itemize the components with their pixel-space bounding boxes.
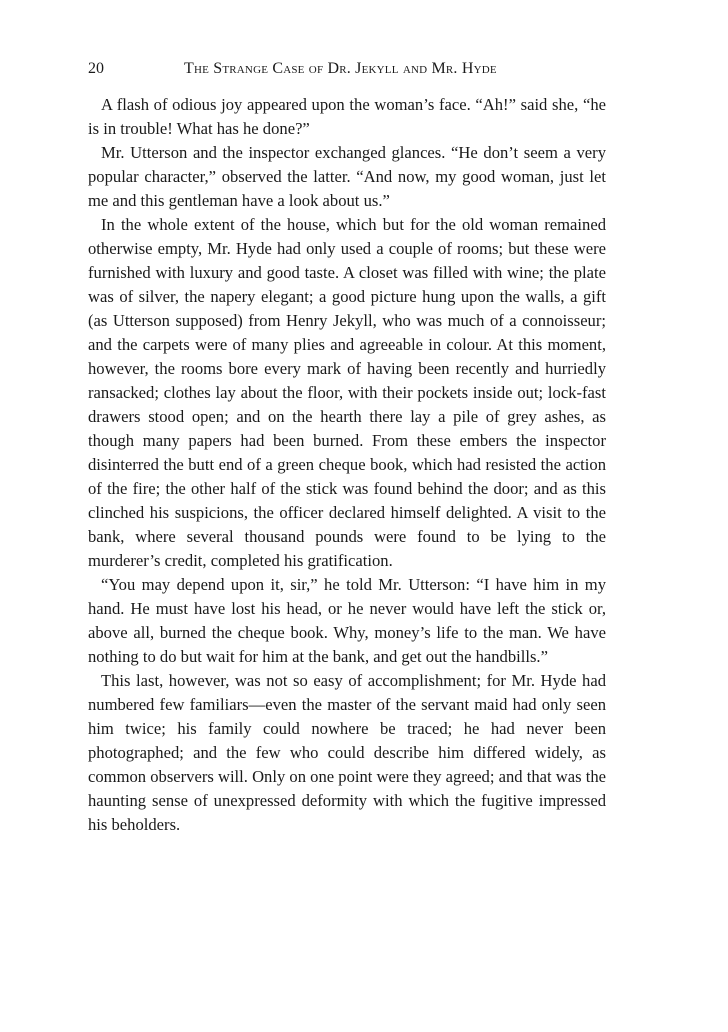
paragraph: This last, however, was not so easy of accomplishment; for Mr. Hyde had numbered few familiars—even the master of the servant maid had only seen him twice; his family could nowhere be traced; he had never been photographed; and the few who could describe him differed widely, as common observers will. Only on one point were they agreed; and that was the haunting sense of unexpressed deformity with which the fugitive impressed his beholders.: [88, 671, 606, 834]
page-number: 20: [88, 60, 104, 77]
body-text: [88, 93, 606, 837]
running-title: The Strange Case of Dr. Jekyll and Mr. Hyde: [184, 60, 497, 77]
running-head: [88, 56, 606, 82]
paragraph: In the whole extent of the house, which but for the old woman remained otherwise empty, Mr. Hyde had only used a couple of rooms; but these were furnished with luxury and good taste. A closet was filled with wine; the plate was of silver, the napery elegant; a good picture hung upon the walls, a gift (as Utterson supposed) from Henry Jekyll, who was much of a connoisseur; and the carpets were of many plies and agreeable in colour. At this moment, however, the rooms bore every mark of having been recently and hurriedly ransacked; clothes lay about the floor, with their pockets inside out; lock-fast drawers stood open; and on the hearth there lay a pile of grey ashes, as though many papers had been burned. From these embers the inspector disinterred the butt end of a green cheque book, which had resisted the action of the fire; the other half of the stick was found behind the door; and as this clinched his suspicions, the officer declared himself delighted. A visit to the bank, where several thousand pounds were found to be lying to the murderer’s credit, completed his gratification.: [88, 215, 606, 570]
book-page: [88, 56, 606, 837]
paragraph: A flash of odious joy appeared upon the woman’s face. “Ah!” said she, “he is in trouble! What has he done?”: [88, 95, 606, 138]
paragraph: “You may depend upon it, sir,” he told Mr. Utterson: “I have him in my hand. He must have lost his head, or he never would have left the stick or, above all, burned the cheque book. Why, money’s life to the man. We have nothing to do but wait for him at the bank, and get out the handbills.”: [88, 575, 606, 666]
paragraph: Mr. Utterson and the inspector exchanged glances. “He don’t seem a very popular character,” observed the latter. “And now, my good woman, just let me and this gentleman have a look about us.”: [88, 143, 606, 210]
